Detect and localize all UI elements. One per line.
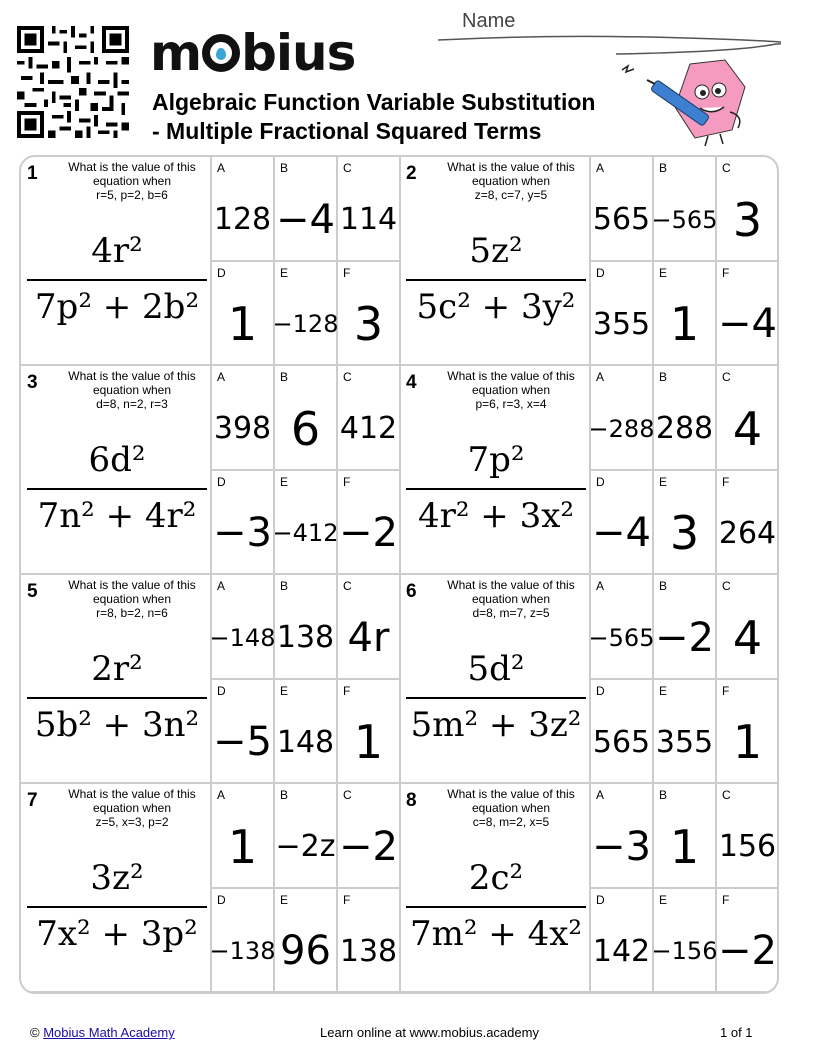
answer-option-c[interactable] [338,575,401,680]
problem-6 [400,575,779,784]
copyright-symbol: © [30,1025,40,1040]
answer-option-d[interactable] [591,680,654,784]
answer-option-a[interactable] [212,366,275,471]
answer-label: E [280,893,289,907]
answer-label: F [343,475,351,489]
question-cell [21,366,212,575]
answer-label: A [596,161,605,175]
mascot-illustration [620,52,760,152]
answer-value: 1 [227,819,258,874]
answer-option-b[interactable] [275,157,338,262]
answer-label: B [659,161,668,175]
question-variables: r=8, b=2, n=6 [96,606,168,620]
question-text [57,160,207,202]
logo-drop-icon [202,34,240,72]
answer-value: −2 [718,928,777,974]
answer-label: F [722,893,730,907]
problems-grid [19,155,779,994]
answer-label: A [596,579,605,593]
question-cell [21,575,212,784]
answer-label: E [280,266,289,280]
answer-value: 4r [347,614,390,661]
answer-label: D [217,266,226,280]
answer-value: 1 [669,819,700,874]
answer-value: −288 [588,414,655,443]
fraction-bar [406,906,586,908]
answer-label: F [343,893,351,907]
answer-value: −565 [588,623,655,652]
fraction-denominator: 5c² + 3y² [416,287,576,327]
mobius-academy-link[interactable]: Mobius Math Academy [43,1025,175,1040]
answer-value: −2 [655,614,714,661]
answer-option-a[interactable] [588,575,655,680]
answer-option-c[interactable] [338,784,401,889]
answer-label: A [596,370,605,384]
answer-option-f[interactable] [338,680,401,784]
answer-option-e[interactable] [654,471,717,575]
answer-value: 142 [592,933,651,969]
answer-label: F [722,475,730,489]
answer-option-c[interactable] [717,575,779,680]
answer-value: 264 [718,515,777,551]
title-line-1: Algebraic Function Variable Substitution [152,89,596,115]
answer-label: B [280,161,289,175]
fraction-numerator: 7p² [467,440,525,480]
fraction-numerator: 2r² [91,649,143,689]
fraction-expression [25,436,209,536]
answer-value: −412 [272,519,339,547]
question-cell [21,157,212,366]
answer-value: 128 [213,202,272,237]
answer-option-b[interactable] [654,784,717,889]
answer-label: C [722,370,731,384]
question-variables: d=8, n=2, r=3 [96,397,168,411]
fraction-denominator: 5m² + 3z² [410,705,582,745]
question-prompt: What is the value of this equation when [447,369,575,397]
answer-label: D [217,475,226,489]
logo-text-prefix: m [150,24,202,82]
question-prompt: What is the value of this equation when [447,160,575,188]
answer-label: A [217,579,226,593]
answer-value: −5 [213,719,272,765]
answer-label: D [596,475,605,489]
answer-value: −3 [213,510,272,556]
question-prompt: What is the value of this equation when [68,578,196,606]
answer-label: C [722,161,731,175]
answer-label: D [596,684,605,698]
fraction-bar [27,488,207,490]
fraction-numerator: 5z² [469,231,523,271]
answer-option-e[interactable] [654,680,717,784]
problem-4 [400,366,779,575]
answer-label: D [596,893,605,907]
answer-option-d[interactable] [591,471,654,575]
answer-option-b[interactable] [651,157,718,262]
fraction-bar [27,906,207,908]
answer-option-f[interactable] [717,262,779,366]
answer-option-c[interactable] [717,366,779,471]
answer-value: −4 [592,510,651,556]
worksheet-title [152,88,595,146]
answer-value: 156 [718,829,777,864]
fraction-denominator: 5b² + 3n² [34,705,200,745]
question-prompt: What is the value of this equation when [447,787,575,815]
answer-option-b[interactable] [654,575,717,680]
question-text [436,578,586,620]
question-text [436,160,586,202]
answer-value: −138 [209,937,276,965]
answer-value: 3 [669,506,700,560]
fraction-expression [25,645,209,745]
answer-option-d[interactable] [212,262,275,366]
answer-value: 3 [732,192,763,247]
answer-label: C [343,788,352,802]
answer-value: 4 [732,401,763,456]
question-cell [21,784,212,993]
answer-option-c[interactable] [338,366,401,471]
question-text [436,787,586,829]
answer-option-d[interactable] [209,889,276,993]
answer-option-c[interactable] [717,784,779,889]
answer-option-b[interactable] [275,575,338,680]
answer-label: A [596,788,605,802]
answer-option-a[interactable] [212,784,275,889]
answer-option-c[interactable] [338,157,401,262]
fraction-expression [404,436,588,536]
answer-label: E [280,475,289,489]
answer-value: 398 [213,411,272,446]
name-label: Name [462,10,516,32]
answer-label: D [596,266,605,280]
answer-value: 1 [669,297,700,351]
answer-value: 1 [732,715,763,769]
fraction-expression [25,854,209,954]
problem-number: 1 [27,163,38,184]
question-variables: r=5, p=2, b=6 [96,188,168,202]
answer-option-a[interactable] [591,157,654,262]
answer-option-a[interactable] [588,366,655,471]
logo-text-suffix: bius [241,24,356,82]
answer-label: E [659,475,668,489]
answer-label: F [722,266,730,280]
answer-label: B [280,788,289,802]
answer-label: C [343,370,352,384]
problem-number: 2 [406,163,417,184]
answer-option-b[interactable] [654,366,717,471]
answer-option-a[interactable] [209,575,276,680]
answer-value: 288 [655,411,714,446]
problem-1 [21,157,400,366]
answer-option-f[interactable] [717,471,779,575]
fraction-expression [25,227,209,327]
answer-value: 1 [353,715,384,769]
answer-label: B [280,579,289,593]
answer-value: 412 [339,411,398,446]
answer-label: F [343,266,351,280]
fraction-expression [404,854,588,954]
answer-value: −565 [651,205,718,234]
question-variables: z=8, c=7, y=5 [474,188,548,202]
answer-label: A [217,370,226,384]
answer-value: 3 [353,297,384,351]
question-cell [400,575,591,784]
answer-value: 138 [339,933,398,969]
answer-value: −156 [651,937,718,965]
answer-option-f[interactable] [338,889,401,993]
qr-code [16,26,130,138]
answer-value: −3 [592,823,651,870]
answer-label: D [217,893,226,907]
fraction-bar [406,697,586,699]
problem-7 [21,784,400,993]
answer-label: F [343,684,351,698]
answer-option-e[interactable] [275,889,338,993]
question-prompt: What is the value of this equation when [68,160,196,188]
fraction-numerator: 6d² [88,440,146,480]
question-text [57,787,207,829]
question-variables: c=8, m=2, x=5 [472,815,550,829]
question-variables: z=5, x=3, p=2 [95,815,169,829]
answer-value: −148 [209,623,276,652]
answer-value: 355 [592,306,651,342]
question-variables: d=8, m=7, z=5 [472,606,550,620]
footer-copyright [30,1025,175,1040]
answer-label: C [343,579,352,593]
answer-value: −128 [272,310,339,338]
answer-option-f[interactable] [717,889,779,993]
problem-number: 8 [406,790,417,811]
answer-option-e[interactable] [272,262,339,366]
fraction-numerator: 4r² [91,231,143,271]
answer-label: E [280,684,289,698]
answer-label: F [722,684,730,698]
answer-value: 148 [276,724,335,760]
answer-label: A [217,161,226,175]
answer-option-f[interactable] [717,680,779,784]
answer-value: −2z [275,829,336,864]
answer-value: −4 [718,301,777,347]
fraction-bar [406,488,586,490]
answer-option-f[interactable] [338,471,401,575]
fraction-numerator: 3z² [90,858,144,898]
answer-label: B [280,370,289,384]
answer-value: −4 [276,196,335,243]
page-number: 1 of 1 [720,1025,753,1040]
answer-label: E [659,684,668,698]
question-cell [400,366,591,575]
question-prompt: What is the value of this equation when [68,369,196,397]
question-cell [400,157,591,366]
problem-number: 7 [27,790,38,811]
fraction-numerator: 2c² [468,858,524,898]
answer-label: B [659,788,668,802]
answer-value: 138 [276,620,335,655]
answer-option-b[interactable] [275,784,338,889]
answer-option-a[interactable] [591,784,654,889]
answer-label: E [659,893,668,907]
answer-label: E [659,266,668,280]
answer-option-d[interactable] [212,471,275,575]
answer-label: A [217,788,226,802]
problem-number: 6 [406,581,417,602]
fraction-bar [27,279,207,281]
answer-option-b[interactable] [275,366,338,471]
fraction-denominator: 4r² + 3x² [417,496,575,536]
answer-option-d[interactable] [591,262,654,366]
answer-label: C [722,788,731,802]
fraction-bar [406,279,586,281]
problem-number: 3 [27,372,38,393]
answer-value: 1 [227,297,258,351]
answer-value: 355 [655,724,714,760]
answer-value: 4 [732,610,763,665]
answer-value: 565 [592,202,651,237]
fraction-expression [404,227,588,327]
answer-value: 96 [280,928,331,974]
fraction-denominator: 7x² + 3p² [36,914,198,954]
problem-2 [400,157,779,366]
question-text [57,369,207,411]
problem-8 [400,784,779,993]
answer-value: −2 [339,510,398,556]
answer-label: C [722,579,731,593]
question-prompt: What is the value of this equation when [447,578,575,606]
answer-option-e[interactable] [272,471,339,575]
answer-label: C [343,161,352,175]
answer-label: B [659,579,668,593]
answer-option-c[interactable] [717,157,779,262]
answer-value: 6 [290,401,321,456]
mobius-logo [150,18,355,88]
answer-label: B [659,370,668,384]
answer-value: 114 [339,202,398,237]
problem-number: 4 [406,372,417,393]
question-text [57,578,207,620]
answer-option-e[interactable] [654,262,717,366]
answer-option-e[interactable] [651,889,718,993]
footer-center-text: Learn online at www.mobius.academy [320,1025,539,1040]
answer-label: D [217,684,226,698]
answer-option-a[interactable] [212,157,275,262]
problem-number: 5 [27,581,38,602]
title-line-2: - Multiple Fractional Squared Terms [152,118,542,144]
fraction-denominator: 7m² + 4x² [409,914,583,954]
answer-value: 565 [592,724,651,760]
answer-option-f[interactable] [338,262,401,366]
fraction-expression [404,645,588,745]
question-prompt: What is the value of this equation when [68,787,196,815]
answer-option-e[interactable] [275,680,338,784]
fraction-bar [27,697,207,699]
answer-option-d[interactable] [212,680,275,784]
fraction-numerator: 5d² [467,649,525,689]
fraction-denominator: 7n² + 4r² [37,496,197,536]
question-text [436,369,586,411]
answer-option-d[interactable] [591,889,654,993]
fraction-denominator: 7p² + 2b² [34,287,200,327]
problem-5 [21,575,400,784]
problem-3 [21,366,400,575]
question-variables: p=6, r=3, x=4 [475,397,547,411]
answer-value: −2 [339,823,398,870]
question-cell [400,784,591,993]
